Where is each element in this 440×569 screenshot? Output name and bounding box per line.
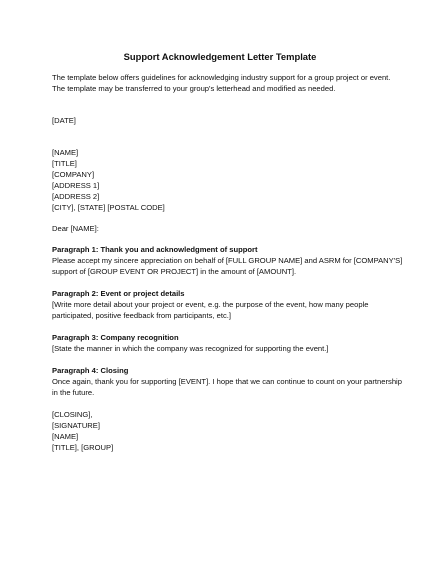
- address-line: [TITLE]: [52, 159, 77, 168]
- paragraph-line: participated, positive feedback from participants, etc.]: [52, 311, 231, 320]
- paragraph-heading: Paragraph 2: Event or project details: [52, 289, 185, 298]
- paragraph-line: [Write more detail about your project or event, e.g. the purpose of the event, how many people: [52, 300, 369, 309]
- signature-line: [CLOSING],: [52, 410, 93, 419]
- address-line: [ADDRESS 1]: [52, 181, 100, 190]
- recipient-address: [52, 147, 400, 213]
- intro-text: [52, 72, 400, 94]
- paragraph-heading: Paragraph 4: Closing: [52, 366, 129, 375]
- paragraph-line: Please accept my sincere appreciation on behalf of [FULL GROUP NAME] and ASRM for [COMPANY'S]: [52, 256, 403, 265]
- paragraph-line: Once again, thank you for supporting [EVENT]. I hope that we can continue to count on your partnership: [52, 377, 402, 386]
- signature-line: [SIGNATURE]: [52, 421, 100, 430]
- paragraph-3: [52, 332, 400, 354]
- paragraph-heading: Paragraph 3: Company recognition: [52, 333, 179, 342]
- salutation: Dear [NAME]:: [52, 224, 99, 233]
- paragraph-1: [52, 244, 403, 277]
- address-line: [COMPANY]: [52, 170, 95, 179]
- intro-line: The template may be transferred to your group's letterhead and modified as needed.: [52, 84, 336, 93]
- address-line: [CITY], [STATE] [POSTAL CODE]: [52, 203, 165, 212]
- paragraph-line: support of [GROUP EVENT OR PROJECT] in the amount of [AMOUNT].: [52, 267, 297, 276]
- paragraph-line: [State the manner in which the company was recognized for supporting the event.]: [52, 344, 329, 353]
- document-title: Support Acknowledgement Letter Template: [123, 51, 317, 62]
- address-line: [NAME]: [52, 148, 79, 157]
- signature-line: [TITLE], [GROUP]: [52, 443, 114, 452]
- address-line: [ADDRESS 2]: [52, 192, 100, 201]
- intro-line: The template below offers guidelines for acknowledging industry support for a group project or event.: [52, 73, 391, 82]
- date-placeholder: [DATE]: [52, 116, 76, 125]
- signature-line: [NAME]: [52, 432, 79, 441]
- signature-block: [52, 409, 400, 453]
- paragraph-4: [52, 365, 400, 398]
- paragraph-heading: Paragraph 1: Thank you and acknowledgment of support: [52, 245, 258, 254]
- paragraph-2: [52, 288, 400, 321]
- paragraph-line: in the future.: [52, 388, 95, 397]
